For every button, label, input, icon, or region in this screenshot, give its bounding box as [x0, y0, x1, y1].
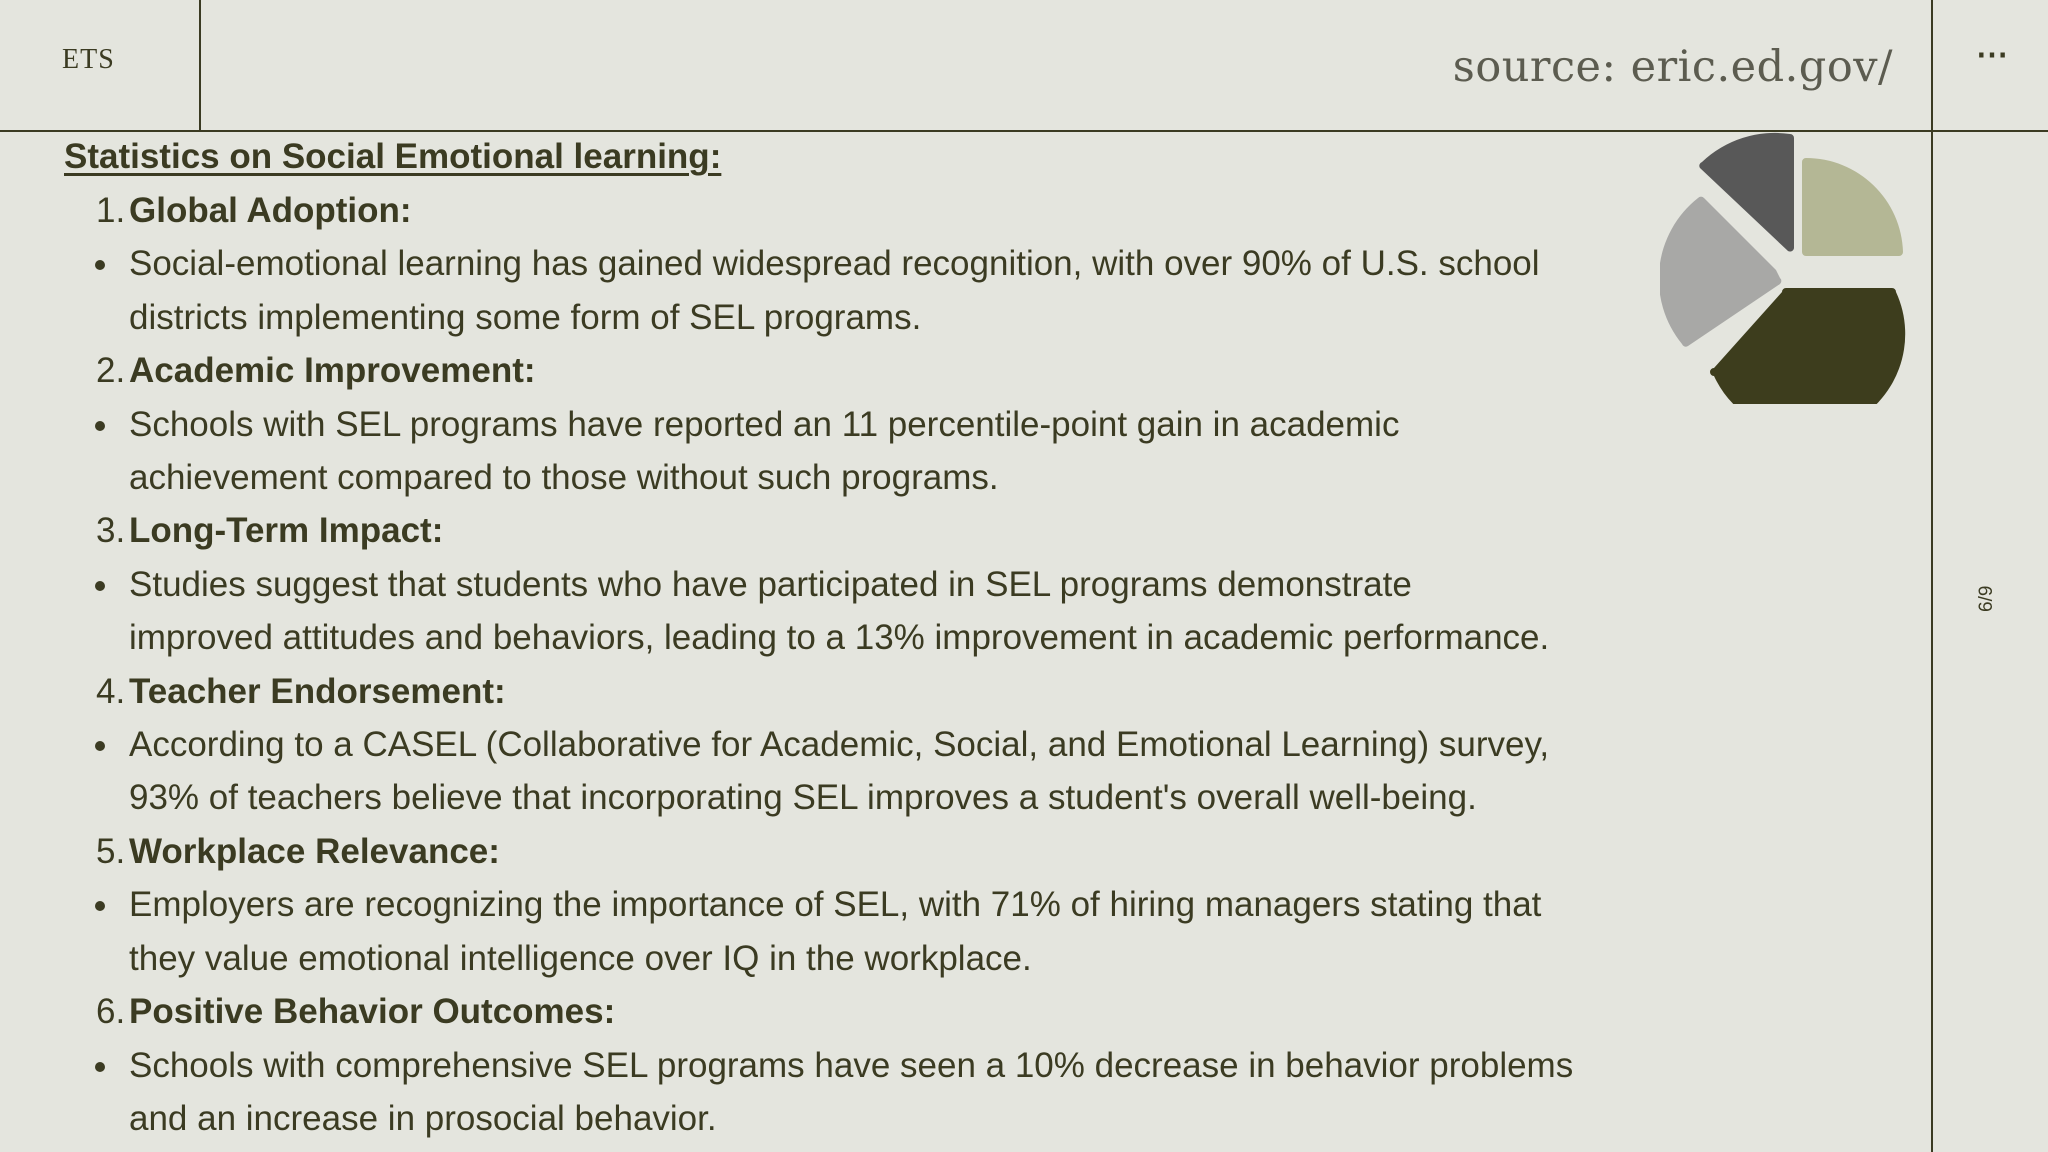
bullet-icon	[95, 581, 105, 591]
stat-item-title	[64, 184, 1624, 237]
stat-item-bullet	[64, 398, 1624, 505]
stat-item-text-line: Schools with comprehensive SEL programs have seen a 10% decrease in behavior problems	[129, 1045, 1574, 1085]
stat-item-bullet	[64, 1039, 1624, 1146]
stat-item-text-line: they value emotional intelligence over IQ in the workplace.	[129, 938, 1032, 978]
stat-item-text-line: districts implementing some form of SEL programs.	[129, 297, 922, 337]
stat-item-title	[64, 665, 1624, 718]
stat-item-bullet	[64, 878, 1624, 985]
source-label: source: eric.ed.gov/	[1452, 42, 1893, 92]
stat-item-heading: Teacher Endorsement:	[129, 671, 506, 711]
stat-item-number: 4.	[96, 671, 126, 711]
bullet-icon	[95, 421, 105, 431]
stat-item-text-line: improved attitudes and behaviors, leading to a 13% improvement in academic performance.	[129, 618, 1550, 658]
stat-item-text-line: Studies suggest that students who have participated in SEL programs demonstrate	[129, 564, 1412, 604]
stat-item-number: 5.	[96, 831, 126, 871]
stat-item-heading: Long-Term Impact:	[129, 511, 444, 551]
stat-item-heading: Academic Improvement:	[129, 351, 536, 391]
brand-logo: ETS	[62, 44, 115, 75]
more-horizontal-icon[interactable]: ⋯	[1976, 36, 2008, 72]
pie-slice-olive	[1802, 158, 1903, 256]
bullet-icon	[95, 741, 105, 751]
bullet-icon	[95, 1062, 105, 1072]
stat-item-heading: Positive Behavior Outcomes:	[129, 992, 616, 1032]
stats-list	[64, 184, 1624, 1145]
stat-item-text-line: and an increase in prosocial behavior.	[129, 1098, 717, 1138]
stat-item-number: 3.	[96, 511, 126, 551]
page-title: Statistics on Social Emotional learning:	[64, 137, 722, 176]
stat-item-title	[64, 985, 1624, 1038]
stat-item-title	[64, 825, 1624, 878]
stat-item-text-line: Schools with SEL programs have reported an 11 percentile-point gain in academic	[129, 404, 1400, 444]
stat-item-number: 1.	[96, 191, 126, 230]
stat-item-text-line: achievement compared to those without such programs.	[129, 458, 999, 498]
pie-chart-icon	[1660, 128, 1930, 404]
stat-item-title	[64, 344, 1624, 397]
brand-divider	[199, 0, 201, 131]
main-content	[64, 130, 1624, 1145]
stat-item-heading: Global Adoption:	[129, 191, 412, 230]
stat-item-title	[64, 504, 1624, 557]
stat-item-text-line: Employers are recognizing the importance of SEL, with 71% of hiring managers stating that	[129, 885, 1542, 925]
stat-item-number: 2.	[96, 351, 126, 391]
page-indicator: 6/9	[1976, 585, 1997, 612]
bullet-icon	[95, 901, 105, 911]
stat-item-bullet	[64, 558, 1624, 665]
bullet-icon	[95, 260, 105, 270]
side-divider	[1931, 0, 1933, 1152]
stat-item-text-line: According to a CASEL (Collaborative for Academic, Social, and Emotional Learning) survey,	[129, 725, 1550, 765]
stat-item-bullet	[64, 718, 1624, 825]
stat-item-number: 6.	[96, 992, 126, 1032]
stat-item-text-line: 93% of teachers believe that incorporating SEL improves a student's overall well-being.	[129, 778, 1477, 818]
stat-item-heading: Workplace Relevance:	[129, 831, 500, 871]
stat-item-text-line: Social-emotional learning has gained widespread recognition, with over 90% of U.S. school	[129, 244, 1540, 284]
stat-item-bullet	[64, 237, 1624, 344]
